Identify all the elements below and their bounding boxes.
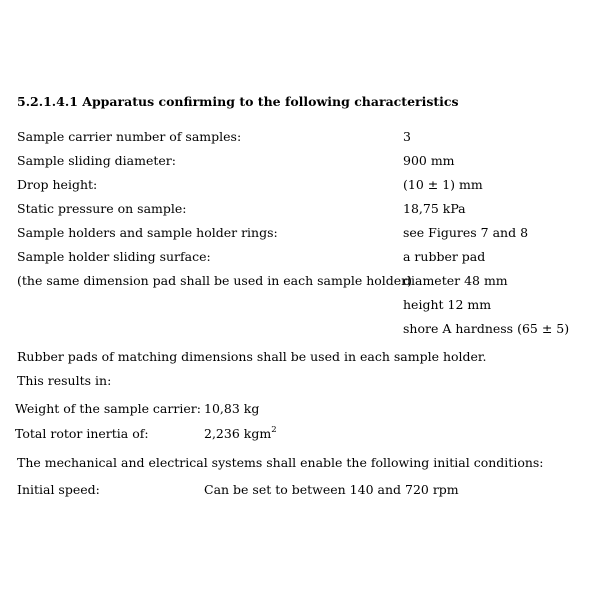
spec-value: 18,75 kPa xyxy=(403,201,466,216)
superscript: 2 xyxy=(271,425,277,435)
spec-value: see Figures 7 and 8 xyxy=(403,225,529,240)
spec-value: (10 ± 1) mm xyxy=(403,177,483,192)
initial-speed-value: Can be set to between 140 and 720 rpm xyxy=(204,482,459,497)
initial-speed-label: Initial speed: xyxy=(17,482,100,497)
paragraph-conditions: The mechanical and electrical systems shall enable the following initial conditions: xyxy=(17,455,544,470)
result-value xyxy=(204,425,277,441)
spec-value: diameter 48 mm xyxy=(403,273,508,288)
result-label: Total rotor inertia of: xyxy=(15,426,149,441)
result-value: 10,83 kg xyxy=(204,401,260,416)
spec-label: Sample holder sliding surface: xyxy=(17,249,211,264)
spec-value: height 12 mm xyxy=(403,297,492,312)
spec-label: Sample carrier number of samples: xyxy=(17,129,242,144)
paragraph-results-intro: This results in: xyxy=(17,373,112,388)
spec-value: 900 mm xyxy=(403,153,455,168)
spec-label: (the same dimension pad shall be used in each sample holder) xyxy=(17,273,413,288)
spec-value: shore A hardness (65 ± 5) xyxy=(403,321,570,336)
spec-label: Static pressure on sample: xyxy=(17,201,187,216)
spec-label: Sample holders and sample holder rings: xyxy=(17,225,278,240)
spec-value: a rubber pad xyxy=(403,249,486,264)
spec-label: Sample sliding diameter: xyxy=(17,153,176,168)
result-value-text: 2,236 kgm xyxy=(204,426,272,441)
paragraph-rubber-pads: Rubber pads of matching dimensions shall be used in each sample holder. xyxy=(17,349,487,364)
result-label: Weight of the sample carrier: xyxy=(15,401,201,416)
section-heading: 5.2.1.4.1 Apparatus confirming to the following characteristics xyxy=(17,94,459,109)
spec-value: 3 xyxy=(403,129,411,144)
spec-label: Drop height: xyxy=(17,177,98,192)
